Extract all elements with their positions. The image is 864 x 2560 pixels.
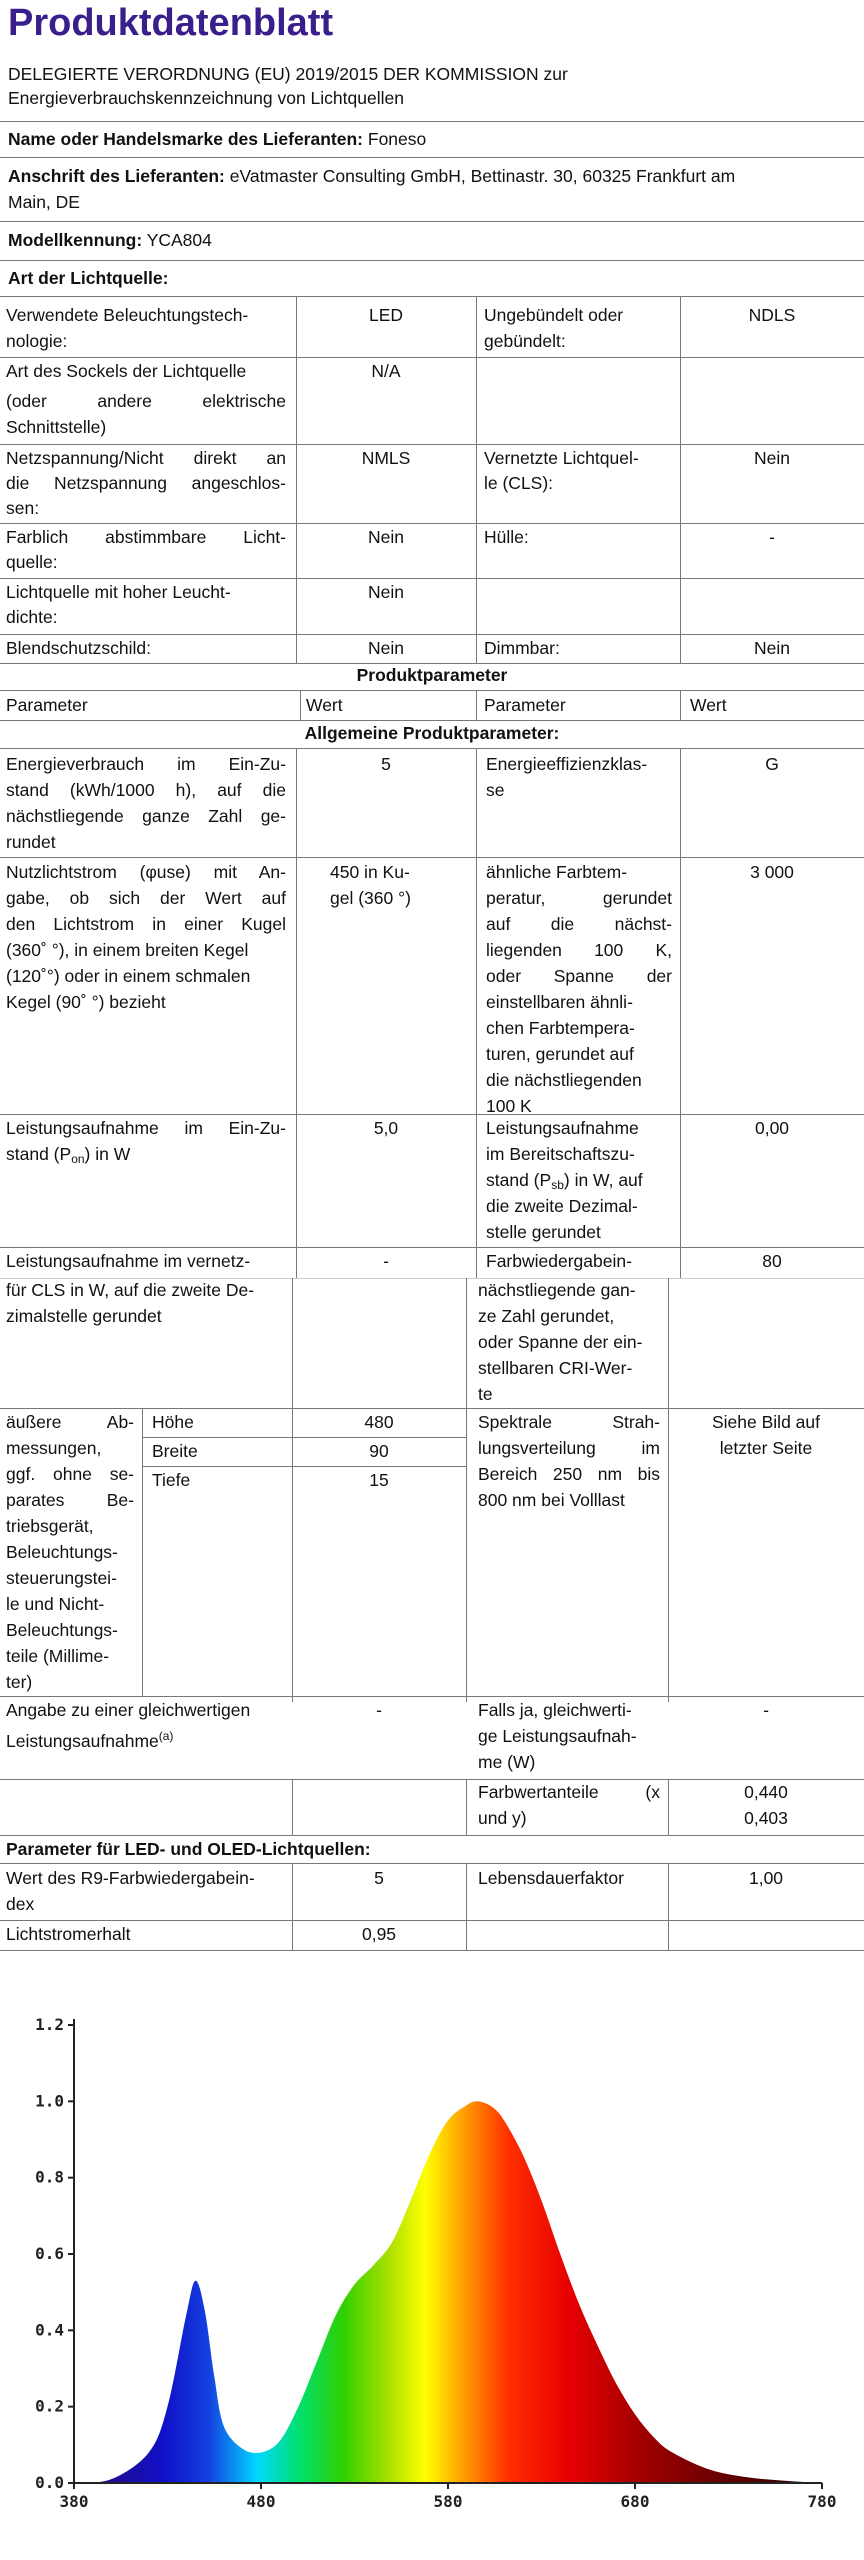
socket-label-2: (oder andere elektrische (6, 391, 286, 411)
flux-value-2: gel (360 °) (330, 888, 411, 908)
tech-label-1: Verwendete Beleuchtungstech- (6, 305, 249, 325)
focus-label-2: gebündelt: (484, 331, 566, 351)
y-tick-label: 1.0 (35, 2091, 64, 2111)
dims-label-4: parates Be- (6, 1490, 134, 1510)
column-header-parameter: Parameter (6, 695, 88, 715)
divider (0, 690, 864, 691)
cct-label-9: die nächstliegenden (486, 1070, 642, 1090)
psb-label-1: Leistungsaufnahme (486, 1118, 639, 1138)
cri-label-5: stellbaren CRI-Wer- (478, 1358, 633, 1378)
socket-label-1: Art des Sockels der Lichtquelle (6, 361, 247, 381)
column-divider (466, 1278, 467, 1702)
column-divider (296, 296, 297, 664)
divider (0, 157, 864, 158)
cct-value: 3 000 (750, 862, 794, 882)
energy-label-1: Energieverbrauch im Ein-Zu- (6, 754, 286, 774)
y-tick-label: 0.0 (35, 2473, 64, 2492)
column-divider (466, 1863, 467, 1951)
psb-label-5: stelle gerundet (486, 1222, 601, 1242)
divider (0, 748, 864, 749)
psb-label-4: die zweite Dezimal- (486, 1196, 638, 1216)
x-tick-label: 480 (246, 2492, 276, 2511)
pnet-label-3: zimalstelle gerundet (6, 1306, 162, 1326)
equiv-label-1: Angabe zu einer gleichwertigen (6, 1700, 251, 1720)
r9-value: 5 (374, 1868, 384, 1888)
lumen-maintenance-label: Lichtstromerhalt (6, 1924, 131, 1944)
psb-value: 0,00 (754, 1118, 790, 1138)
r9-label-1: Wert des R9-Farbwiedergabein- (6, 1868, 255, 1888)
psb-label-3: stand $(P_{sb})$ in W, auf (486, 1170, 643, 1192)
divider (0, 1835, 864, 1836)
dimmable-value: Nein (754, 638, 790, 658)
energy-class-label-2: se (486, 780, 505, 800)
equiv-value: - (376, 1700, 382, 1720)
energy-label-4: rundet (6, 832, 56, 852)
model-label: Modellkennung: (8, 230, 143, 250)
supplier-address-label: Anschrift des Lieferanten: (8, 166, 225, 186)
pon-label-2: stand $(P_{on})$ in W (6, 1144, 131, 1166)
supplier-name-value: Foneso (367, 129, 427, 149)
divider (0, 357, 864, 358)
x-tick-label: 580 (433, 2492, 463, 2511)
chroma-label-2: und y) (478, 1808, 527, 1828)
cls-label-2: le (CLS): (484, 473, 554, 493)
divider (0, 1920, 864, 1921)
pon-label-1: Leistungsaufnahme im Ein-Zu- (6, 1118, 286, 1138)
column-divider (300, 690, 301, 720)
dims-label-10: teile (Millime- (6, 1646, 110, 1666)
cri-label-1: Farbwiedergabein- (486, 1251, 632, 1271)
energy-label-2: stand (kWh/1000 h), auf die (6, 780, 286, 800)
chroma-x-value: 0,440 (744, 1782, 788, 1802)
luminance-label-1: Lichtquelle mit hoher Leucht- (6, 582, 231, 602)
divider (0, 578, 864, 579)
divider (0, 1863, 864, 1864)
pnet-label-1: Leistungsaufnahme im vernetz- (6, 1251, 251, 1271)
dims-label-7: steuerungstei- (6, 1568, 117, 1588)
regulation-line-1: DELEGIERTE VERORDNUNG (EU) 2019/2015 DER KOMMISSION zur (8, 64, 568, 84)
supplier-name-row (8, 127, 426, 152)
colour-value: Nein (368, 527, 404, 547)
cct-label-8: turen, gerundet auf (486, 1044, 634, 1064)
column-divider (680, 748, 681, 1278)
cct-label-6: einstellbaren ähnli- (486, 992, 633, 1012)
divider (0, 296, 864, 297)
cct-label-2: peratur, gerundet (486, 888, 672, 908)
product-parameters-heading: Produktparameter (356, 665, 508, 685)
energy-class-value: G (765, 754, 779, 774)
mains-value: NMLS (361, 448, 411, 468)
r9-label-2: dex (6, 1894, 35, 1914)
depth-label: Tiefe (152, 1470, 191, 1490)
pon-value: 5,0 (373, 1118, 399, 1138)
cct-label-10: 100 K (486, 1096, 532, 1116)
x-tick-label: 780 (807, 2492, 837, 2511)
spectral-distribution-chart (0, 1985, 864, 2560)
column-divider (476, 748, 477, 1278)
divider (0, 634, 864, 635)
divider (0, 1114, 864, 1115)
dims-label-11: ter) (6, 1672, 33, 1692)
column-divider (476, 690, 477, 720)
width-label: Breite (152, 1441, 198, 1461)
flux-label-2: gabe, ob sich der Wert auf (6, 888, 286, 908)
column-header-value-2: Wert (690, 695, 727, 715)
tech-value: LED (368, 305, 404, 325)
chroma-y-value: 0,403 (744, 1808, 788, 1828)
general-parameters-heading: Allgemeine Produktparameter: (304, 723, 560, 743)
lifetime-factor-label: Lebensdauerfaktor (478, 1868, 624, 1888)
page-title: Produktdatenblatt (8, 2, 334, 44)
colour-label-1: Farblich abstimmbare Licht- (6, 527, 286, 547)
lifetime-factor-value: 1,00 (748, 1868, 784, 1888)
column-divider (668, 1278, 669, 1702)
divider (0, 121, 864, 122)
spd-label-2: lungsverteilung im (478, 1438, 660, 1458)
regulation-line-2: Energieverbrauchskennzeichnung von Lichtquellen (8, 88, 404, 108)
y-tick-label: 0.2 (35, 2396, 64, 2416)
focus-value: NDLS (748, 305, 796, 325)
pnet-label-2: für CLS in W, auf die zweite De- (6, 1280, 255, 1300)
flux-label-6: Kegel (90˚ °) bezieht (6, 992, 166, 1012)
spd-label-1: Spektrale Strah- (478, 1412, 660, 1432)
divider (0, 1247, 864, 1248)
dims-label-8: le und Nicht- (6, 1594, 105, 1614)
divider (142, 1466, 466, 1467)
luminance-label-2: dichte: (6, 607, 58, 627)
equiv-power-value: - (763, 1700, 769, 1720)
column-divider (296, 748, 297, 1278)
spectrum-area (74, 2101, 822, 2483)
socket-value: N/A (371, 361, 401, 381)
mains-label-1: Netzspannung/Nicht direkt an (6, 448, 286, 468)
supplier-address-value-2: Main, DE (8, 192, 80, 212)
dims-label-5: triebsgerät, (6, 1516, 94, 1536)
tech-label-2: nologie: (6, 331, 68, 351)
depth-value: 15 (369, 1470, 389, 1490)
cri-value: 80 (762, 1251, 782, 1271)
height-label: Höhe (152, 1412, 194, 1432)
cls-label-1: Vernetzte Lichtquel- (484, 448, 639, 468)
luminance-value: Nein (368, 582, 404, 602)
flux-label-3: den Lichtstrom in einer Kugel (6, 914, 286, 934)
cct-label-5: oder Spanne der (486, 966, 672, 986)
cct-label-1: ähnliche Farbtem- (486, 862, 628, 882)
spd-label-3: Bereich 250 nm bis (478, 1464, 660, 1484)
cct-label-3: auf die nächst- (486, 914, 672, 934)
pnet-value: - (383, 1251, 389, 1271)
divider (0, 1696, 864, 1697)
column-divider (476, 296, 477, 664)
divider (142, 1437, 466, 1438)
dims-label-1: äußere Ab- (6, 1412, 134, 1432)
chroma-label-1: Farbwertanteile (x (478, 1782, 660, 1802)
flux-label-5: (120˚°) oder in einem schmalen (6, 966, 251, 986)
equiv-power-label-3: me (W) (478, 1752, 536, 1772)
divider (0, 444, 864, 445)
socket-label-3: Schnittstelle) (6, 417, 107, 437)
energy-label-3: nächstliegende ganze Zahl ge- (6, 806, 286, 826)
envelope-value: - (769, 527, 775, 547)
energy-class-label-1: Energieeffizienzklas- (486, 754, 648, 774)
cct-label-7: chen Farbtempera- (486, 1018, 635, 1038)
divider (0, 857, 864, 858)
column-divider (680, 296, 681, 664)
x-tick-label: 680 (620, 2492, 650, 2511)
flux-value-1: 450 in Ku- (330, 862, 410, 882)
model-row (8, 228, 212, 253)
model-value: YCA804 (146, 230, 212, 250)
glare-label: Blendschutzschild: (6, 638, 151, 658)
column-header-parameter-2: Parameter (484, 695, 566, 715)
divider (0, 523, 864, 524)
flux-label-1: Nutzlichtstrom (φuse) mit An- (6, 862, 286, 882)
divider (0, 260, 864, 261)
x-tick-label: 380 (59, 2492, 89, 2511)
dims-label-2: messungen, (6, 1438, 102, 1458)
y-tick-label: 1.2 (35, 2015, 64, 2034)
supplier-name-label: Name oder Handelsmarke des Lieferanten: (8, 129, 363, 149)
width-value: 90 (369, 1441, 389, 1461)
supplier-address-value-1: eVatmaster Consulting GmbH, Bettinastr. 30, 60325 Frankfurt am (229, 166, 736, 186)
flux-label-4: (360˚ °), in einem breiten Kegel (6, 940, 249, 960)
column-divider (680, 690, 681, 720)
spd-value-2: letzter Seite (719, 1438, 813, 1458)
spd-value-1: Siehe Bild auf (712, 1412, 820, 1432)
psb-label-2: im Bereitschaftszu- (486, 1144, 635, 1164)
cri-label-3: ze Zahl gerundet, (478, 1306, 615, 1326)
dims-label-3: ggf. ohne se- (6, 1464, 134, 1484)
equiv-label-2: Leistungsaufnahme$^{(a)}$ (6, 1729, 174, 1751)
y-tick-label: 0.4 (35, 2320, 64, 2340)
lumen-maintenance-value: 0,95 (361, 1924, 397, 1944)
led-parameters-heading: Parameter für LED- und OLED-Lichtquellen: (6, 1839, 371, 1859)
y-tick-label: 0.8 (35, 2167, 64, 2187)
focus-label-1: Ungebündelt oder (484, 305, 624, 325)
colour-label-2: quelle: (6, 552, 58, 572)
equiv-power-label-2: ge Leistungsaufnah- (478, 1726, 637, 1746)
column-divider (142, 1408, 143, 1696)
height-value: 480 (364, 1412, 394, 1432)
y-tick-label: 0.6 (35, 2244, 64, 2263)
column-divider (292, 1779, 293, 1835)
energy-value: 5 (381, 754, 391, 774)
dims-label-9: Beleuchtungs- (6, 1620, 118, 1640)
dimmable-label: Dimmbar: (484, 638, 560, 658)
column-header-value: Wert (306, 695, 343, 715)
divider (0, 221, 864, 222)
divider (0, 1408, 864, 1409)
cct-label-4: liegenden 100 K, (486, 940, 672, 960)
cri-label-4: oder Spanne der ein- (478, 1332, 643, 1352)
mains-label-2: die Netzspannung angeschlos- (6, 473, 286, 493)
cri-label-6: te (478, 1384, 493, 1404)
divider (0, 1950, 864, 1951)
glare-value: Nein (368, 638, 404, 658)
mains-label-3: sen: (6, 498, 40, 518)
dims-label-6: Beleuchtungs- (6, 1542, 118, 1562)
cri-label-2: nächstliegende gan- (478, 1280, 636, 1300)
spd-label-4: 800 nm bei Volllast (478, 1490, 625, 1510)
light-source-heading: Art der Lichtquelle: (8, 268, 169, 288)
equiv-power-label-1: Falls ja, gleichwerti- (478, 1700, 632, 1720)
envelope-label: Hülle: (484, 527, 529, 547)
column-divider (466, 1779, 467, 1835)
supplier-address-row (8, 164, 735, 189)
cls-value: Nein (754, 448, 790, 468)
